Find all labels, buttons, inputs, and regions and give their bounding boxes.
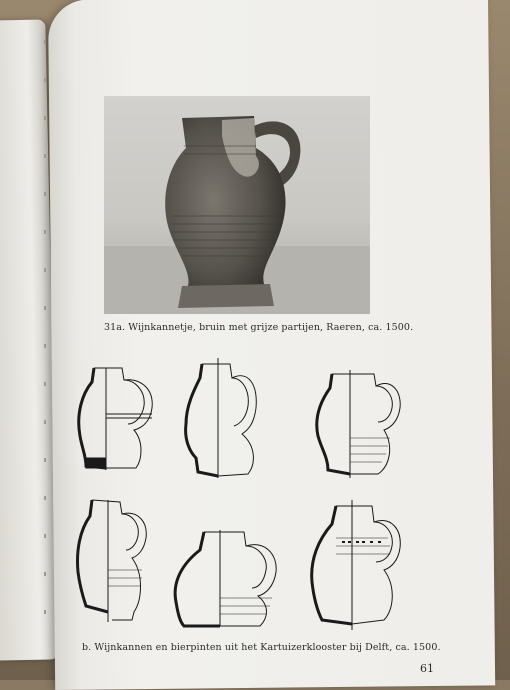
figure-a-caption: 31a. Wijnkannetje, bruin met grijze partijen, Raeren, ca. 1500. [104,322,414,333]
jug-drawing-2 [186,358,257,478]
jug-photograph [104,96,370,314]
jug-drawing-3 [317,370,400,478]
jug-drawings [72,350,452,640]
jug-drawing-6 [312,500,401,630]
jug-drawing-1 [79,368,152,470]
binding-stitches [44,40,46,620]
page-number: 61 [420,662,434,675]
figure-b-caption: b. Wijnkannen en bierpinten uit het Kartuizerklooster bij Delft, ca. 1500. [82,642,441,653]
jug-drawing-5 [175,530,276,626]
jug-drawing-4 [78,500,147,622]
